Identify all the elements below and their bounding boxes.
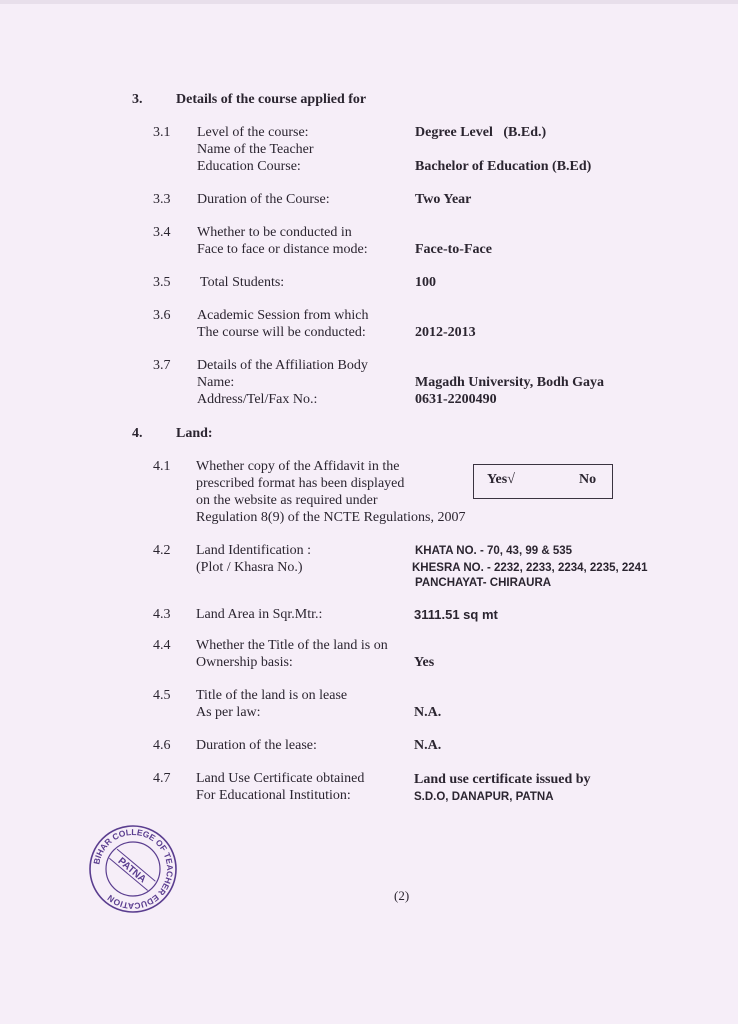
item-label: Name of the Teacher <box>197 142 314 157</box>
item-label: Land Use Certificate obtained <box>196 771 365 786</box>
item-value: Two Year <box>415 192 472 207</box>
item-number: 4.6 <box>153 738 171 753</box>
item-label: Land Area in Sqr.Mtr.: <box>196 607 323 622</box>
section-4-number: 4. <box>132 426 143 441</box>
item-number: 3.7 <box>153 358 171 373</box>
item-value: KHATA NO. - 70, 43, 99 & 535 <box>415 545 573 557</box>
item-value: 3111.51 sq mt <box>414 607 498 622</box>
item-number: 3.3 <box>153 192 171 207</box>
item-number: 3.1 <box>153 125 171 140</box>
section-4-title: Land: <box>176 426 213 441</box>
item-number: 4.7 <box>153 771 171 786</box>
item-value: PANCHAYAT- CHIRAURA <box>415 577 552 589</box>
item-value: 100 <box>415 275 436 290</box>
item-label: The course will be conducted: <box>197 325 366 340</box>
item-label: Education Course: <box>197 159 301 174</box>
item-value: 0631-2200490 <box>415 392 497 407</box>
item-label: prescribed format has been displayed <box>196 476 405 491</box>
item-label: Academic Session from which <box>197 308 369 323</box>
item-value: Face-to-Face <box>415 242 492 257</box>
item-value: 2012-2013 <box>415 325 476 340</box>
item-value: Degree Level (B.Ed.) <box>415 125 547 140</box>
yes-no-box <box>473 464 613 499</box>
item-label: Whether the Title of the land is on <box>196 638 388 653</box>
page-number: (2) <box>394 888 410 903</box>
item-label: As per law: <box>196 705 261 720</box>
page-top-edge <box>0 0 738 4</box>
item-label: For Educational Institution: <box>196 788 351 803</box>
item-label: Ownership basis: <box>196 655 293 670</box>
item-label: Details of the Affiliation Body <box>197 358 368 373</box>
item-label: Name: <box>197 375 235 390</box>
section-3-number: 3. <box>132 92 143 107</box>
college-stamp <box>88 824 178 914</box>
item-label: Whether copy of the Affidavit in the <box>196 459 400 474</box>
yes-checked-option: Yes√ <box>487 472 515 487</box>
item-value: Bachelor of Education (B.Ed) <box>415 159 592 174</box>
item-label: Land Identification : <box>196 543 312 558</box>
item-label: Total Students: <box>200 275 285 290</box>
item-value: Yes <box>414 655 435 670</box>
item-value: Land use certificate issued by <box>414 772 591 787</box>
item-label: Duration of the Course: <box>197 192 330 207</box>
item-label: Face to face or distance mode: <box>197 242 368 257</box>
item-number: 4.4 <box>153 638 171 653</box>
item-label: (Plot / Khasra No.) <box>196 560 303 575</box>
item-label: Level of the course: <box>197 125 309 140</box>
item-value: N.A. <box>414 705 442 720</box>
item-number: 4.3 <box>153 607 171 622</box>
item-number: 4.1 <box>153 459 171 474</box>
stamp-ring-text: BIHAR COLLEGE OF TEACHER EDUCATION <box>91 826 176 912</box>
item-value: Magadh University, Bodh Gaya <box>415 375 605 390</box>
no-option: No <box>579 472 597 487</box>
item-number: 4.5 <box>153 688 171 703</box>
stamp-center-text: PATNA <box>115 855 148 886</box>
item-value: S.D.O, DANAPUR, PATNA <box>414 791 554 803</box>
section-3-title: Details of the course applied for <box>176 92 367 107</box>
item-label: on the website as required under <box>196 493 378 508</box>
item-number: 3.4 <box>153 225 171 240</box>
item-number: 4.2 <box>153 543 171 558</box>
item-label: Whether to be conducted in <box>197 225 352 240</box>
item-number: 3.6 <box>153 308 171 323</box>
item-value: KHESRA NO. - 2232, 2233, 2234, 2235, 2241 <box>412 562 648 574</box>
item-value: N.A. <box>414 738 442 753</box>
item-label: Duration of the lease: <box>196 738 317 753</box>
item-label: Title of the land is on lease <box>196 688 348 703</box>
item-label: Address/Tel/Fax No.: <box>197 392 318 407</box>
item-label: Regulation 8(9) of the NCTE Regulations, 2007 <box>196 510 466 525</box>
item-number: 3.5 <box>153 275 171 290</box>
